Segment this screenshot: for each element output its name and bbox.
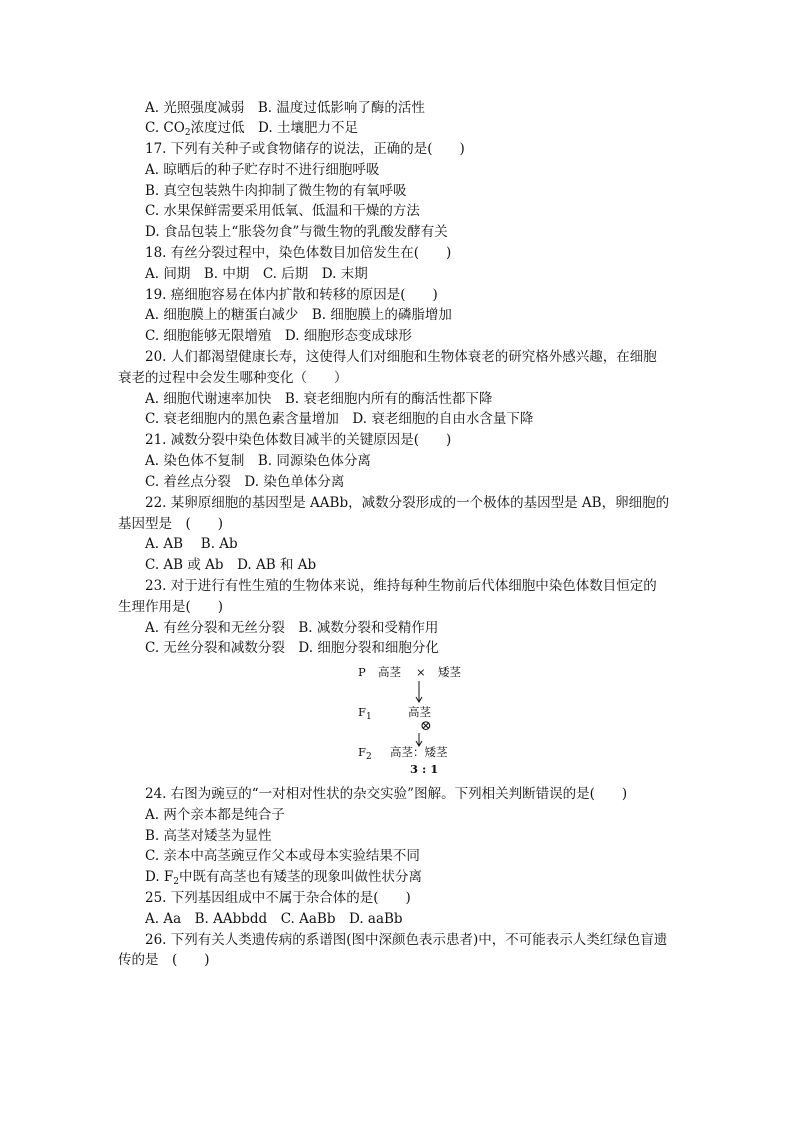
q22-stem-cont: 基因型是 ( ): [118, 516, 224, 532]
q22-options-ab: A. AB B. Ab: [145, 536, 238, 552]
q22-options-cd: C. AB 或 Ab D. AB 和 Ab: [145, 557, 317, 573]
f2-ratio: 3 : 1: [410, 762, 439, 776]
f2-phenotype-label: 高茎：矮茎: [390, 745, 448, 759]
q23-options-cd: C. 无丝分裂和减数分裂 D. 细胞分裂和细胞分化: [145, 640, 439, 656]
q19-options-cd: C. 细胞能够无限增殖 D. 细胞形态变成球形: [145, 328, 412, 344]
q21-options-cd: C. 着丝点分裂 D. 染色单体分离: [145, 474, 345, 490]
p-generation-label: P: [358, 665, 366, 679]
f1-generation-label: $F_1$: [358, 705, 372, 722]
q19-options-ab: A. 细胞膜上的糖蛋白减少 B. 细胞膜上的磷脂增加: [145, 307, 452, 323]
q21-stem: 21. 减数分裂中染色体数目减半的关键原因是( ): [145, 432, 452, 448]
q20-options-cd: C. 衰老细胞内的黑色素含量增加 D. 衰老细胞的自由水含量下降: [145, 411, 534, 427]
q25-options: A. Aa B. AAbbdd C. AaBb D. aaBb: [145, 911, 403, 927]
p-tall-label: 高茎: [378, 665, 401, 679]
q26-stem-cont: 传的是 ( ): [118, 952, 210, 968]
q17-option-b: B. 真空包装熟牛肉抑制了微生物的有氧呼吸: [145, 183, 407, 199]
q17-option-c: C. 水果保鲜需要采用低氧、低温和干燥的方法: [145, 203, 420, 219]
q20-stem: 20. 人们都渴望健康长寿，这使得人们对细胞和生物体衰老的研究格外感兴趣，在细胞: [145, 349, 657, 365]
q23-stem-cont: 生理作用是( ): [118, 599, 224, 615]
q16-options-ab: A. 光照强度减弱 B. 温度过低影响了酶的活性: [145, 100, 425, 116]
cross-diagram: [350, 663, 490, 778]
q26-stem: 26. 下列有关人类遗传病的系谱图(图中深颜色表示患者)中，不可能表示人类红绿色盲遗: [145, 932, 668, 948]
q23-stem: 23. 对于进行有性生殖的生物体来说，维持每种生物前后代体细胞中染色体数目恒定的: [145, 578, 657, 594]
q24-option-b: B. 高茎对矮茎为显性: [145, 828, 272, 844]
q21-options-ab: A. 染色体不复制 B. 同源染色体分离: [145, 453, 371, 469]
q19-stem: 19. 癌细胞容易在体内扩散和转移的原因是( ): [145, 287, 438, 303]
q20-options-ab: A. 细胞代谢速率加快 B. 衰老细胞内所有的酶活性都下降: [145, 391, 493, 407]
cross-symbol: ×: [416, 665, 426, 679]
q23-options-ab: A. 有丝分裂和无丝分裂 B. 减数分裂和受精作用: [145, 620, 439, 636]
q18-stem: 18. 有丝分裂过程中，染色体数目加倍发生在( ): [145, 245, 452, 261]
q17-option-d: D. 食品包装上“胀袋勿食”与微生物的乳酸发酵有关: [145, 224, 448, 240]
q17-option-a: A. 晾晒后的种子贮存时不进行细胞呼吸: [145, 162, 380, 178]
f1-tall-label: 高茎: [408, 705, 431, 719]
q17-stem: 17. 下列有关种子或食物储存的说法，正确的是( ): [145, 141, 465, 157]
q25-stem: 25. 下列基因组成中不属于杂合体的是( ): [145, 890, 411, 906]
arrow-down-icon: [414, 681, 424, 703]
p-short-label: 矮茎: [438, 665, 461, 679]
q24-stem: 24. 右图为豌豆的“一对相对性状的杂交实验”图解。下列相关判断错误的是( ): [145, 786, 628, 802]
q24-option-d: D. $F_2$中既有高茎也有矮茎的现象叫做性状分离: [145, 869, 423, 887]
q18-options: A. 间期 B. 中期 C. 后期 D. 末期: [145, 266, 368, 282]
q24-option-a: A. 两个亲本都是纯合子: [145, 807, 285, 823]
q16-options-cd: C. $CO_2$浓度过低 D. 土壤肥力不足: [145, 120, 358, 138]
q22-stem: 22. 某卵原细胞的基因型是 AABb，减数分裂形成的一个极体的基因型是 AB，卵细胞的: [145, 495, 670, 511]
f2-generation-label: $F_2$: [358, 745, 372, 762]
q24-option-c: C. 亲本中高茎豌豆作父本或母本实验结果不同: [145, 848, 420, 864]
self-cross-icon: ⊗: [420, 718, 432, 734]
q20-stem-cont: 衰老的过程中会发生哪种变化（ ）: [118, 370, 348, 386]
